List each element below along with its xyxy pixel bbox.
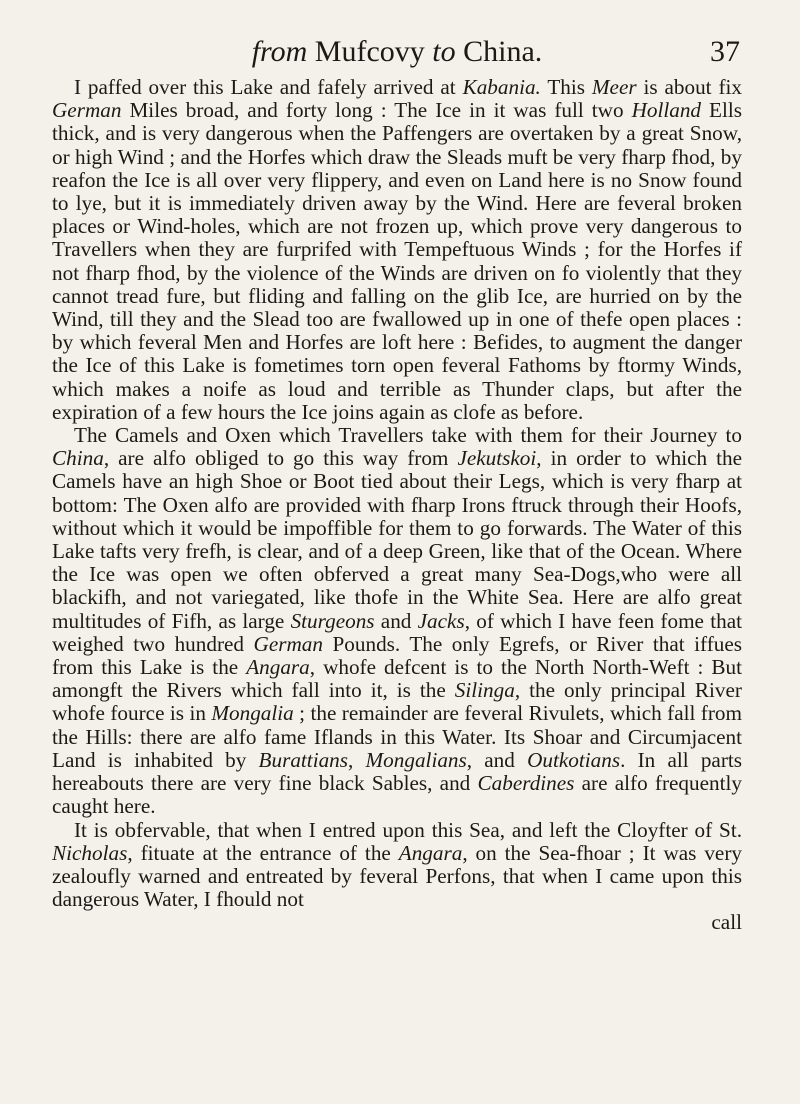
italic-run: Angara xyxy=(246,655,310,680)
italic-run: Jacks xyxy=(417,608,465,633)
italic-run: Mongalia xyxy=(211,701,294,726)
paragraph-1 xyxy=(52,76,742,424)
text-run: , xyxy=(348,747,366,772)
text-run: This xyxy=(540,75,592,99)
italic-run: Sturgeons xyxy=(290,608,375,633)
italic-run: German xyxy=(52,98,122,123)
catchword: call xyxy=(711,910,742,935)
text-run: , on the Sea-fhoar ; It was very zealoufly warned and entreated by feveral Perfons, that when I came upon this dangerous Water, I fhould not xyxy=(52,840,742,912)
running-head-place-1: Mufcovy xyxy=(314,35,425,68)
italic-run: Burattians xyxy=(258,747,349,772)
italic-run: Nicholas xyxy=(52,840,128,865)
italic-run: Angara xyxy=(398,840,463,865)
italic-run: Silinga xyxy=(454,678,515,703)
text-run: ; the remainder are feveral Rivulets, which fall from the Hills: there are alfo fame Iflands in this Water. Its Shoar and Circumjacent Land is inhabited by xyxy=(52,701,742,772)
italic-run: Caberdines xyxy=(477,771,575,796)
text-run: It is obfervable, that when I entred upon this Sea, and left the Cloyfter of St. xyxy=(74,817,742,842)
page-number: 37 xyxy=(710,35,740,68)
text-run: Ells thick, and is very dangerous when the Paffengers are overtaken by a great Snow, or high Wind ; and the Horfes which draw the Sleads muft be very fharp fhod, by reafon the Ice is all over very flippery, and even on Land here is no Snow found to lye, but it is immediately driven away by the Wind. Here are feveral broken places or Wind-holes, which are not frozen up, which prove very dangerous to Travellers when they are furprifed with Tempeftuous Winds ; for the Horfes if not fharp fhod, by the violence of the Winds are driven on fo violently that they cannot tread fure, but fliding and falling on the glib Ice, are hurried on by the Wind, till they and the Slead too are fwallowed up in one of thefe open places : by which feveral Men and Horfes are loft here : Befides, to augment the danger the Ice of this Lake is fometimes torn open feveral Fathoms by ftormy Winds, which makes a noife as loud and terrible as Thunder claps, but after the expiration of a few hours the Ice joins again as clofe as before. xyxy=(52,98,742,424)
paragraph-3 xyxy=(52,819,742,912)
running-head xyxy=(52,30,742,74)
text-run: , of which I have feen fome that weighed two hundred xyxy=(52,608,742,656)
italic-run: Holland xyxy=(631,98,702,123)
italic-run: China xyxy=(52,446,104,471)
italic-run: German xyxy=(253,631,323,656)
text-run: is about fix xyxy=(636,75,742,99)
text-run: , the only principal River whofe fource is in xyxy=(52,678,742,726)
italic-run: Meer xyxy=(591,75,637,99)
italic-run: Jekutskoi xyxy=(457,446,537,471)
text-run: I paffed over this Lake and fafely arrived at xyxy=(74,75,463,99)
body-text xyxy=(52,76,742,935)
text-run: are alfo frequently caught here. xyxy=(52,771,742,819)
text-run: . In all parts hereabouts there are very fine black Sables, and xyxy=(52,747,743,796)
italic-run: Outkotians xyxy=(527,747,621,772)
running-head-place-2: China. xyxy=(463,35,543,68)
italic-run: Mongalians xyxy=(365,747,467,772)
italic-run: Kabania. xyxy=(462,75,541,99)
text-run: , whofe defcent is to the North North-Weft : But amongft the Rivers which fall into it, is the xyxy=(52,655,742,703)
text-run: Miles broad, and forty long : The Ice in it was full two xyxy=(121,98,632,123)
text-run: , are alfo obliged to go this way from xyxy=(103,446,458,471)
running-head-from: from xyxy=(251,35,308,68)
paragraph-2 xyxy=(52,424,742,818)
text-run: Pounds. The only Egrefs, or River that iffues from this Lake is the xyxy=(52,631,742,680)
text-run: , and xyxy=(466,747,528,772)
text-run: The Camels and Oxen which Travellers take with them for their Journey to xyxy=(74,423,742,448)
text-run: and xyxy=(374,608,418,633)
running-head-to: to xyxy=(432,35,456,68)
text-run: , in order to which the Camels have an high Shoe or Boot tied about their Legs, which is very fharp at bottom: The Oxen alfo are provided with fharp Irons ftruck through their Hoofs, without which it would be impoffible for them to go forwards. The Water of this Lake tafts very frefh, is clear, and of a deep Green, like that of the Ocean. Where the Ice was open we often obferved a great many Sea-Dogs,who were all blackifh, and not variegated, like thofe in the White Sea. Here are alfo great multitudes of Fifh, as large xyxy=(52,446,743,633)
text-run: , fituate at the entrance of the xyxy=(127,840,399,865)
